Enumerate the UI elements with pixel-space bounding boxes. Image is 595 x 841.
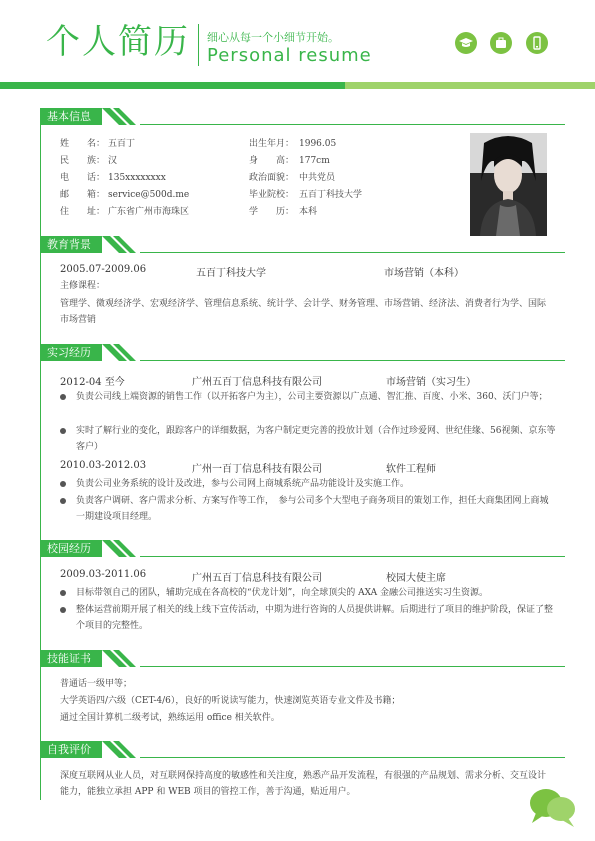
section-title: 教育背景 xyxy=(40,236,102,253)
section-header-campus xyxy=(40,540,565,557)
campus-role: 校园大使主席 xyxy=(386,573,446,584)
chat-bubble-icon xyxy=(528,785,578,833)
courses-label: 主修课程： xyxy=(60,281,106,291)
school-label: 毕业院校： xyxy=(249,190,295,200)
name-label: 姓 名： xyxy=(60,139,106,149)
section-stripes xyxy=(102,236,142,253)
section-stripes xyxy=(102,344,142,361)
resume-subtitle-en: Personal resume xyxy=(207,45,372,66)
internship-role: 市场营销（实习生） xyxy=(386,377,476,388)
campus-bullet: 目标带领自己的团队，辅助完成在各高校的“伏龙计划”，向全球顶尖的 AXA 金融公司推送实习生资源。 xyxy=(76,588,489,598)
internship-role: 软件工程师 xyxy=(386,464,436,475)
internship-period: 2012-04 至今 xyxy=(60,377,125,388)
section-title: 技能证书 xyxy=(40,650,102,667)
degree-value: 本科 xyxy=(299,207,318,217)
section-rule xyxy=(140,757,565,758)
ethnicity-label: 民 族： xyxy=(60,156,106,166)
section-header-internship xyxy=(40,344,565,361)
phone-icon xyxy=(526,32,548,54)
phone-label: 电 话： xyxy=(60,173,106,183)
section-header-skills xyxy=(40,650,565,667)
bullet-dot xyxy=(60,481,66,487)
campus-bullet: 整体运营前期开展了相关的线上线下宣传活动，中期为进行咨询的人员提供讲解。后期进行了项目的维护阶段，保证了整个项目的完整性。 xyxy=(76,605,554,631)
politics-label: 政治面貌： xyxy=(249,173,295,183)
section-rule xyxy=(140,252,565,253)
bullet-dot xyxy=(60,607,66,613)
phone-value: 135xxxxxxxx xyxy=(108,173,166,183)
section-rule xyxy=(140,360,565,361)
section-stripes xyxy=(102,108,142,125)
politics-value: 中共党员 xyxy=(299,173,336,183)
skill-item: 通过全国计算机二级考试，熟练运用 office 相关软件。 xyxy=(60,713,280,723)
internship-period: 2010.03-2012.03 xyxy=(60,460,147,471)
timeline-line xyxy=(40,108,41,800)
internship-bullet: 负责公司线上端资源的销售工作（以开拓客户为主），公司主要资源以广点通、智汇推、百度、小米、360、沃门户等； xyxy=(76,392,548,402)
section-title: 实习经历 xyxy=(40,344,102,361)
section-rule xyxy=(140,666,565,667)
section-stripes xyxy=(102,741,142,758)
section-header-self xyxy=(40,741,565,758)
graduation-cap-icon xyxy=(455,32,477,54)
education-period: 2005.07-2009.06 xyxy=(60,264,147,275)
email-label: 邮 箱： xyxy=(60,190,106,200)
ethnicity-value: 汉 xyxy=(108,156,118,166)
email-value: service@500d.me xyxy=(108,190,190,200)
internship-company: 广州一百丁信息科技有限公司 xyxy=(192,464,322,475)
address-label: 住 址： xyxy=(60,207,106,217)
campus-company: 广州五百丁信息科技有限公司 xyxy=(192,573,322,584)
education-school: 五百丁科技大学 xyxy=(196,268,266,279)
bullet-dot xyxy=(60,590,66,596)
courses-list: 管理学、微观经济学、宏观经济学、管理信息系统、统计学、会计学、财务管理、市场营销、经济法、消费者行为学、国际市场营销 xyxy=(60,299,547,325)
height-label: 身 高： xyxy=(249,156,295,166)
section-title: 基本信息 xyxy=(40,108,102,125)
section-stripes xyxy=(102,650,142,667)
profile-photo xyxy=(470,133,547,236)
resume-title: 个人简历 xyxy=(46,22,190,62)
birth-label: 出生年月： xyxy=(249,139,295,149)
bullet-dot xyxy=(60,498,66,504)
internship-bullet: 负责公司业务系统的设计及改进，参与公司网上商城系统产品功能设计及实施工作。 xyxy=(76,479,410,489)
name-value: 五百丁 xyxy=(108,139,136,149)
campus-period: 2009.03-2011.06 xyxy=(60,569,147,580)
internship-bullet: 负责客户调研、客户需求分析、方案写作等工作， 参与公司多个大型电子商务项目的策划工作，担任大商集团网上商城一期建设项目经理。 xyxy=(76,496,549,522)
title-divider xyxy=(198,24,199,66)
section-rule xyxy=(140,124,565,125)
internship-company: 广州五百丁信息科技有限公司 xyxy=(192,377,322,388)
resume-subtitle-cn: 细心从每一个小细节开始。 xyxy=(207,31,339,44)
section-title: 自我评价 xyxy=(40,741,102,758)
self-evaluation-text: 深度互联网从业人员，对互联网保持高度的敏感性和关注度，熟悉产品开发流程，有很强的产品规划、需求分析、交互设计能力，能独立承担 APP 和 WEB 项目的管控工作，善于沟通，贴近用户。 xyxy=(60,771,547,797)
bullet-dot xyxy=(60,428,66,434)
skill-item: 大学英语四/六级（CET-4/6），良好的听说读写能力，快速浏览英语专业文件及书籍； xyxy=(60,696,401,706)
education-major: 市场营销（本科） xyxy=(384,268,464,279)
section-title: 校园经历 xyxy=(40,540,102,557)
section-header-education xyxy=(40,236,565,253)
header-bar xyxy=(0,82,345,89)
section-header-basic xyxy=(40,108,565,125)
briefcase-icon xyxy=(490,32,512,54)
address-value: 广东省广州市海珠区 xyxy=(108,207,190,217)
skill-item: 普通话一级甲等； xyxy=(60,679,133,689)
section-rule xyxy=(140,556,565,557)
school-value: 五百丁科技大学 xyxy=(299,190,363,200)
header-bar-accent xyxy=(345,82,595,89)
degree-label: 学 历： xyxy=(249,207,295,217)
height-value: 177cm xyxy=(299,156,330,166)
section-stripes xyxy=(102,540,142,557)
birth-value: 1996.05 xyxy=(299,139,337,149)
bullet-dot xyxy=(60,394,66,400)
internship-bullet: 实时了解行业的变化，跟踪客户的详细数据，为客户制定更完善的投放计划（合作过珍爱网、世纪佳缘、56视频、京东等客户） xyxy=(76,426,556,452)
